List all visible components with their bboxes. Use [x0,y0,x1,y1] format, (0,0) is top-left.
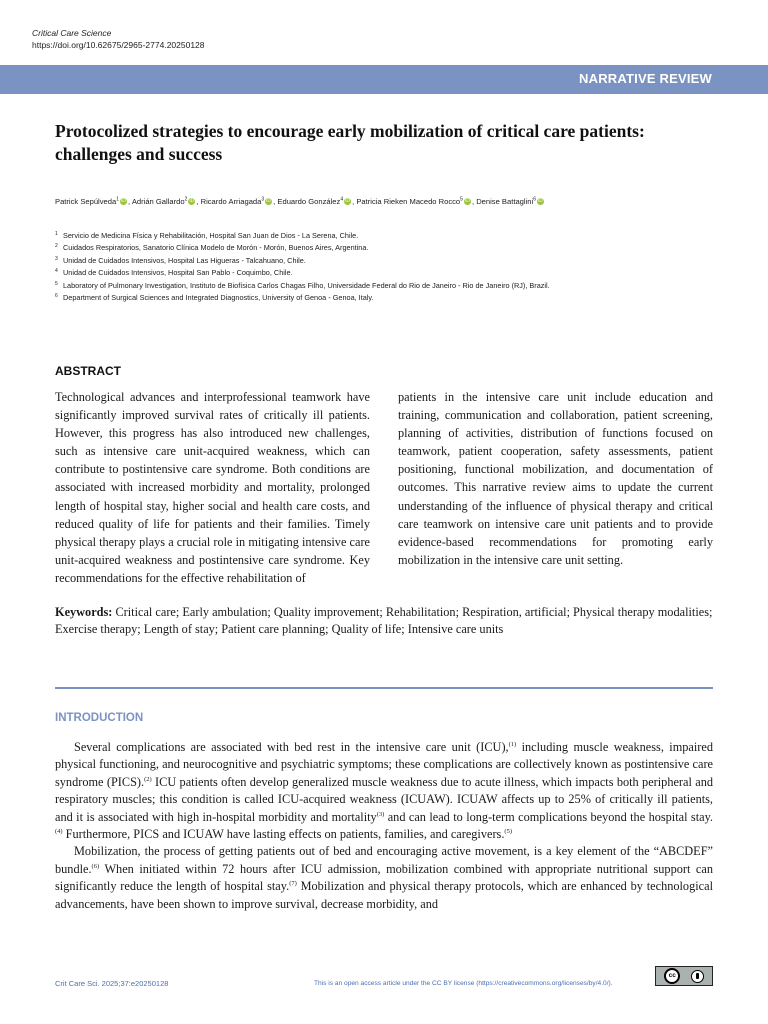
cc-icon: cc [664,968,680,984]
author-4: Eduardo González$^4$ iD , [277,196,357,206]
author-2: Adrián Gallardo$^2$ iD , [131,196,201,206]
abstract-body [55,388,713,587]
abstract-heading: ABSTRACT [55,364,121,378]
keywords [55,604,713,638]
author-1: Patrick Sepúlveda$^1$ iD , [55,196,132,206]
keywords-label: Keywords: [55,605,113,619]
footer-citation: Crit Care Sci. 2025;37:e20250128 [55,979,169,988]
affiliation-item: 4 Unidad de Cuidados Intensivos, Hospital San Pablo - Coquimbo, Chile. [55,268,293,278]
orcid-icon[interactable]: iD [266,198,272,205]
citation-ref[interactable]: (6) [91,862,100,870]
introduction-heading: INTRODUCTION [55,712,144,724]
introduction-body [55,739,713,913]
journal-header [32,27,205,51]
author-6: Denise Battaglini$^6$ iD [476,196,543,206]
keywords-text: Critical care; Early ambulation; Quality improvement; Rehabilitation; Respiration, artificial; Physical therapy modalities; Exercise therapy; Length of stay; Patient care planning; Quality of life; Intensive care units [55,605,713,636]
section-label: NARRATIVE REVIEW [579,71,712,86]
orcid-icon[interactable]: iD [465,198,470,205]
affiliation-item: 3 Unidad de Cuidados Intensivos, Hospital Las Higueras - Talcahuano, Chile. [55,255,306,265]
citation-ref[interactable]: (5) [504,827,513,835]
journal-name: Critical Care Science [32,28,112,38]
cc-by-badge[interactable] [655,966,713,986]
attribution-icon [691,970,704,983]
abstract-column-right: patients in the intensive care unit include education and training, communication and collaboration, patient screening, planning of activities, distribution of functions focused on teamwork, patient cooperation, safety assessments, patient positioning, functional mobilization, and documentation of outcomes. This narrative review aims to update the current understanding of the influence of physical therapy and critical care teamwork on intensive care unit patients and to provide evidence-based recommendations for promoting early mobilization in the intensive care unit setting. [398,390,713,567]
abstract-column-left: Technological advances and interprofessional teamwork have significantly improved survival rates of critically ill patients. However, this progress has also introduced new challenges, such as intensive care unit-acquired weakness, which can contribute to postintensive care syndrome. Both conditions are associated with increased morbidity and mortality, prolonged length of hospital stay, higher social and health care costs, and reduced quality of life for patients and their families. Timely physical therapy plays a crucial role in mitigating intensive care unit-acquired weakness and postintensive care syndrome. Key recommendations for the effective rehabilitation of [55,390,370,585]
citation-ref[interactable]: (1) [508,740,517,748]
orcid-icon[interactable]: iD [345,198,350,205]
affiliation-item: 1 Servicio de Medicina Física y Rehabilitación, Hospital San Juan de Dios - La Serena, Chile. [55,231,359,240]
affiliation-list [55,230,725,304]
paragraph: Several complications are associated with bed rest in the intensive care unit (ICU),$^{(1)}$ including muscle weakness, impaired physical functioning, and neurocognitive and psychiatric symptoms; these complications are collectively known as postintensive care syndrome (PICS).$^{(2)}$ ICU patients often develop generalized muscle weakness due to acute illness, which impacts both peripheral and respiratory muscles; this condition is called ICU-acquired weakness (ICUAW). ICUAW affects up to 25% of critically ill patients, and it is associated with high in-hospital morbidity and mortality$^{(3)}$ and can lead to long-term complications beyond the hospital stay.$^{(4)}$ Furthermore, PICS and ICUAW have lasting effects on patients, families, and caregivers.$^{(5)}$ [55,740,714,842]
section-divider [55,687,713,689]
orcid-icon[interactable]: iD [121,198,126,205]
author-3: Ricardo Arriagada$^3$ iD , [200,196,278,206]
citation-ref[interactable]: (4) [55,827,63,835]
orcid-icon[interactable]: iD [189,198,195,205]
orcid-icon[interactable]: iD [538,198,543,205]
author-5: Patricia Rieken Macedo Rocco$^5$ iD , [356,196,477,206]
author-list [55,196,715,206]
citation-ref[interactable]: (7) [289,880,297,888]
affiliation-item: 5 Laboratory of Pulmonary Investigation, Instituto de Biofísica Carlos Chagas Filho, Universidade Federal do Rio de Janeiro - Rio de Janeiro (RJ), Brazil. [55,280,550,290]
doi-link[interactable]: https://doi.org/10.62675/2965-2774.20250128 [32,40,205,50]
citation-ref[interactable]: (3) [376,810,385,818]
citation-ref[interactable]: (2) [144,775,152,783]
license-link[interactable]: This is an open access article under the CC BY license (https://creativecommons.org/licenses/by/4.0/). [314,980,613,987]
affiliation-item: 6 Department of Surgical Sciences and Integrated Diagnostics, University of Genoa - Genoa, Italy. [55,293,374,303]
affiliation-item: 2 Cuidados Respiratorios, Sanatorio Clínica Modelo de Morón - Morón, Buenos Aires, Argentina. [55,243,369,253]
article-title: Protocolized strategies to encourage early mobilization of critical care patients: challenges and success [55,121,645,164]
paragraph: Mobilization, the process of getting patients out of bed and encouraging active movement, is a key element of the “ABCDEF” bundle.$^{(6)}$ When initiated within 72 hours after ICU admission, mobilization combined with appropriate nutritional support can significantly reduce the length of hospital stay.$^{(7)}$ Mobilization and physical therapy protocols, which are enhanced by technological advancements, have been shown to improve survival, decrease morbidity, and [55,844,713,911]
